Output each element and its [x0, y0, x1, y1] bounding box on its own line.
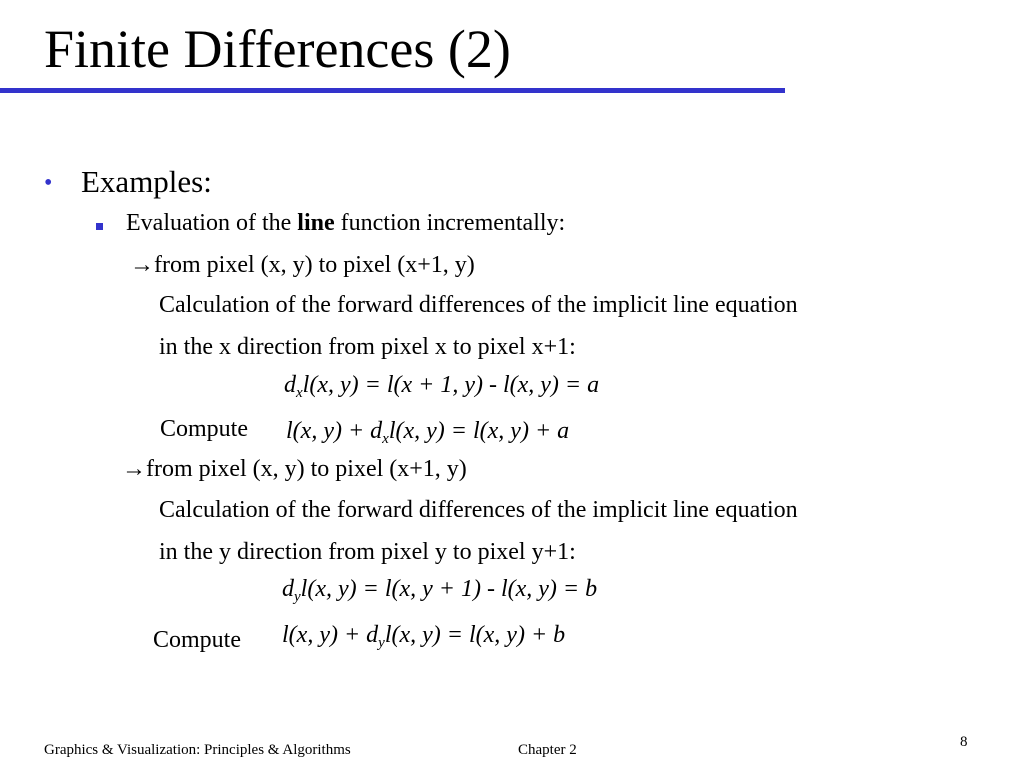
equation-compute-y	[282, 620, 565, 650]
d-symbol: d	[284, 372, 296, 398]
sub-bullet-text-post: function incrementally:	[334, 210, 566, 236]
slide-page-number: 8	[960, 734, 968, 750]
step1-arrow-text: from pixel (x, y) to pixel (x+1, y)	[154, 252, 475, 278]
step2-description-line1: Calculation of the forward differences of the implicit line equation	[159, 497, 798, 523]
footer-chapter: Chapter 2	[518, 742, 577, 758]
equation-dx-body: l(x, y) = l(x + 1, y) - l(x, y) = a	[302, 372, 600, 398]
equation-compute-y-part1: l(x, y) + d	[282, 622, 379, 648]
subscript-y: y	[378, 635, 385, 651]
bullet-dot-icon: •	[44, 170, 53, 196]
sub-bullet-text-pre: Evaluation of the	[126, 210, 298, 236]
equation-dy-body: l(x, y) = l(x, y + 1) - l(x, y) = b	[300, 576, 598, 602]
step2-arrow-text: from pixel (x, y) to pixel (x+1, y)	[146, 456, 467, 482]
step2-description-line2: in the y direction from pixel y to pixel y+1:	[159, 539, 576, 565]
square-bullet-icon	[96, 223, 103, 230]
sub-bullet-bold-line: line	[297, 210, 335, 236]
equation-compute-x-part2: l(x, y) = l(x, y) + a	[388, 418, 570, 444]
slide-title: Finite Differences (2)	[44, 19, 511, 79]
equation-compute-x	[286, 416, 569, 446]
step2-arrow-line	[122, 454, 467, 484]
compute-label-1: Compute	[160, 416, 248, 442]
arrow-right-icon: →	[122, 456, 146, 482]
subscript-y: y	[294, 589, 301, 605]
subscript-x: x	[382, 431, 389, 447]
step1-description-line2: in the x direction from pixel x to pixel x+1:	[159, 334, 576, 360]
equation-dy	[282, 574, 597, 604]
step1-description-line1: Calculation of the forward differences of the implicit line equation	[159, 292, 798, 318]
equation-compute-x-part1: l(x, y) + d	[286, 418, 383, 444]
d-symbol: d	[282, 576, 294, 602]
bullet-examples: Examples:	[81, 164, 212, 199]
sub-bullet-line-evaluation	[126, 208, 565, 238]
step1-arrow-line	[130, 250, 475, 280]
arrow-right-icon: →	[130, 252, 154, 278]
title-underline	[0, 88, 785, 93]
equation-dx	[284, 370, 599, 400]
footer-book-title: Graphics & Visualization: Principles & Algorithms	[44, 742, 351, 758]
subscript-x: x	[296, 385, 303, 401]
equation-compute-y-part2: l(x, y) = l(x, y) + b	[384, 622, 566, 648]
compute-label-2: Compute	[153, 627, 241, 653]
